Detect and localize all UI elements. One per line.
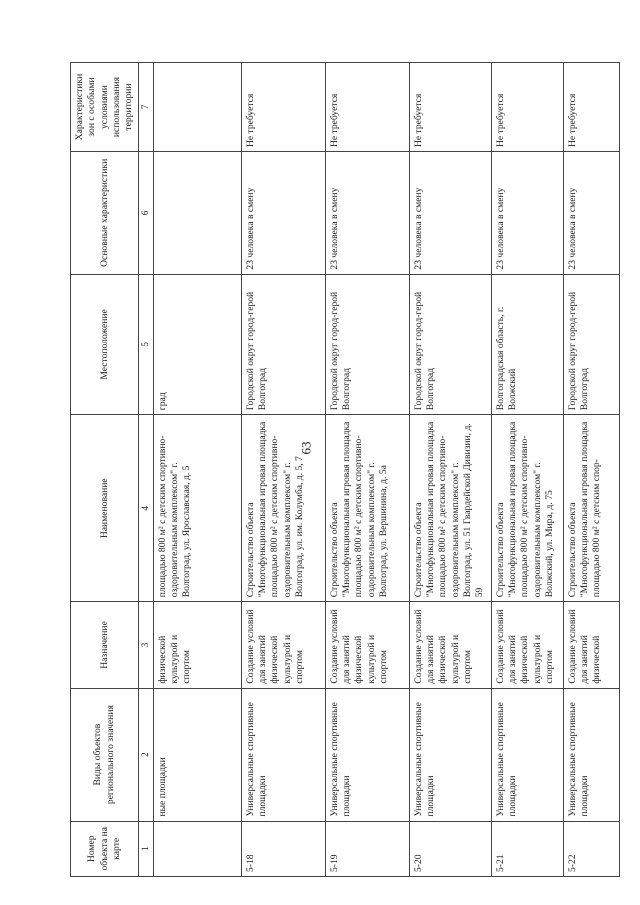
row-type: ные площадки bbox=[153, 688, 241, 821]
row-purpose: Создание условий для занятий физической культурой и спортом bbox=[241, 602, 325, 688]
page-number: 63 bbox=[298, 441, 314, 455]
row-zones: Не требуется bbox=[325, 63, 409, 152]
table-row bbox=[563, 63, 619, 877]
row-location: град bbox=[153, 274, 241, 415]
header-purpose: Назначение bbox=[71, 602, 139, 688]
row-location: Городской округ город-герой Волгоград bbox=[563, 274, 619, 415]
column-number: 7 bbox=[139, 63, 154, 152]
row-purpose: Создание условий для занятий физической культурой и спортом bbox=[409, 602, 491, 688]
column-number: 1 bbox=[139, 821, 154, 876]
row-zones: Не требуется bbox=[563, 63, 619, 152]
column-number: 6 bbox=[139, 152, 154, 275]
column-number: 5 bbox=[139, 274, 154, 415]
table-row bbox=[409, 63, 491, 877]
row-name: Строительство объекта "Многофункциональная игровая площадка площадью 800 м² с детским спортивно-оздоровительным комплексом" г. Волгоград, ул. Вершинина, д. 5а bbox=[325, 415, 409, 602]
row-name: Строительство объекта "Многофункциональная игровая площадка площадью 800 м² с детским спор- bbox=[563, 415, 619, 602]
row-zones: Не требуется bbox=[409, 63, 491, 152]
row-type: Универсальные спортивные площадки bbox=[241, 688, 325, 821]
row-name: Строительство объекта "Многофункциональная игровая площадка площадью 800 м² с детским спортивно-оздоровительным комплексом" г. Волгоград, ул. им. Колумба, д. 5, 7 bbox=[241, 415, 325, 602]
header-row bbox=[71, 63, 139, 877]
row-type: Универсальные спортивные площадки bbox=[491, 688, 563, 821]
table-row bbox=[153, 63, 241, 877]
row-purpose: Создание условий для занятий физической культурой и спортом bbox=[491, 602, 563, 688]
row-purpose: физической культурой и спортом bbox=[153, 602, 241, 688]
row-zones bbox=[153, 63, 241, 152]
header-name: Наименование bbox=[71, 415, 139, 602]
row-location: Волгоградская область, г. Волжский bbox=[491, 274, 563, 415]
row-characteristics: 23 человека в смену bbox=[325, 152, 409, 275]
row-characteristics bbox=[153, 152, 241, 275]
row-characteristics: 23 человека в смену bbox=[491, 152, 563, 275]
row-location: Городской округ город-герой Волгоград bbox=[241, 274, 325, 415]
table-row bbox=[491, 63, 563, 877]
row-characteristics: 23 человека в смену bbox=[241, 152, 325, 275]
rotated-table-container bbox=[70, 62, 603, 877]
header-object-type: Виды объектов регионального значения bbox=[71, 688, 139, 821]
row-number: 5-22 bbox=[563, 821, 619, 876]
table-row bbox=[241, 63, 325, 877]
column-number: 4 bbox=[139, 415, 154, 602]
row-purpose: Создание условий для занятий физической bbox=[563, 602, 619, 688]
row-name: Строительство объекта "Многофункциональная игровая площадка площадью 800 м² с детским спортивно-оздоровительным комплексом" г. Волжский, ул. Мира, д. 75 bbox=[491, 415, 563, 602]
row-type: Универсальные спортивные площадки bbox=[409, 688, 491, 821]
table-sheet bbox=[70, 62, 640, 872]
row-name: площадью 800 м² с детским спортивно-оздоровительным комплексом" г. Волгоград, ул. Ярославская, д. 5 bbox=[153, 415, 241, 602]
row-location: Городской округ город-герой Волгоград bbox=[325, 274, 409, 415]
column-number: 2 bbox=[139, 688, 154, 821]
row-number: 5-20 bbox=[409, 821, 491, 876]
row-name: Строительство объекта "Многофункциональная игровая площадка площадью 800 м² с детским спортивно-оздоровительным комплексом" г. Волгоград, ул. 51 Гвардейской Дивизии, д. 59 bbox=[409, 415, 491, 602]
row-zones: Не требуется bbox=[241, 63, 325, 152]
header-object-number: Номер объекта на карте bbox=[71, 821, 139, 876]
row-location: Городской округ город-герой Волгоград bbox=[409, 274, 491, 415]
table-row bbox=[325, 63, 409, 877]
header-zones: Характеристики зон с особыми условиями использования территории bbox=[71, 63, 139, 152]
objects-table bbox=[70, 62, 620, 877]
header-location: Местоположение bbox=[71, 274, 139, 415]
column-number: 3 bbox=[139, 602, 154, 688]
row-zones: Не требуется bbox=[491, 63, 563, 152]
header-characteristics: Основные характеристики bbox=[71, 152, 139, 275]
row-number bbox=[153, 821, 241, 876]
row-number: 5-19 bbox=[325, 821, 409, 876]
row-type: Универсальные спортивные площадки bbox=[563, 688, 619, 821]
row-characteristics: 23 человека в смену bbox=[563, 152, 619, 275]
row-characteristics: 23 человека в смену bbox=[409, 152, 491, 275]
row-number: 5-18 bbox=[241, 821, 325, 876]
row-number: 5-21 bbox=[491, 821, 563, 876]
row-purpose: Создание условий для занятий физической культурой и спортом bbox=[325, 602, 409, 688]
column-number-row bbox=[139, 63, 154, 877]
row-type: Универсальные спортивные площадки bbox=[325, 688, 409, 821]
